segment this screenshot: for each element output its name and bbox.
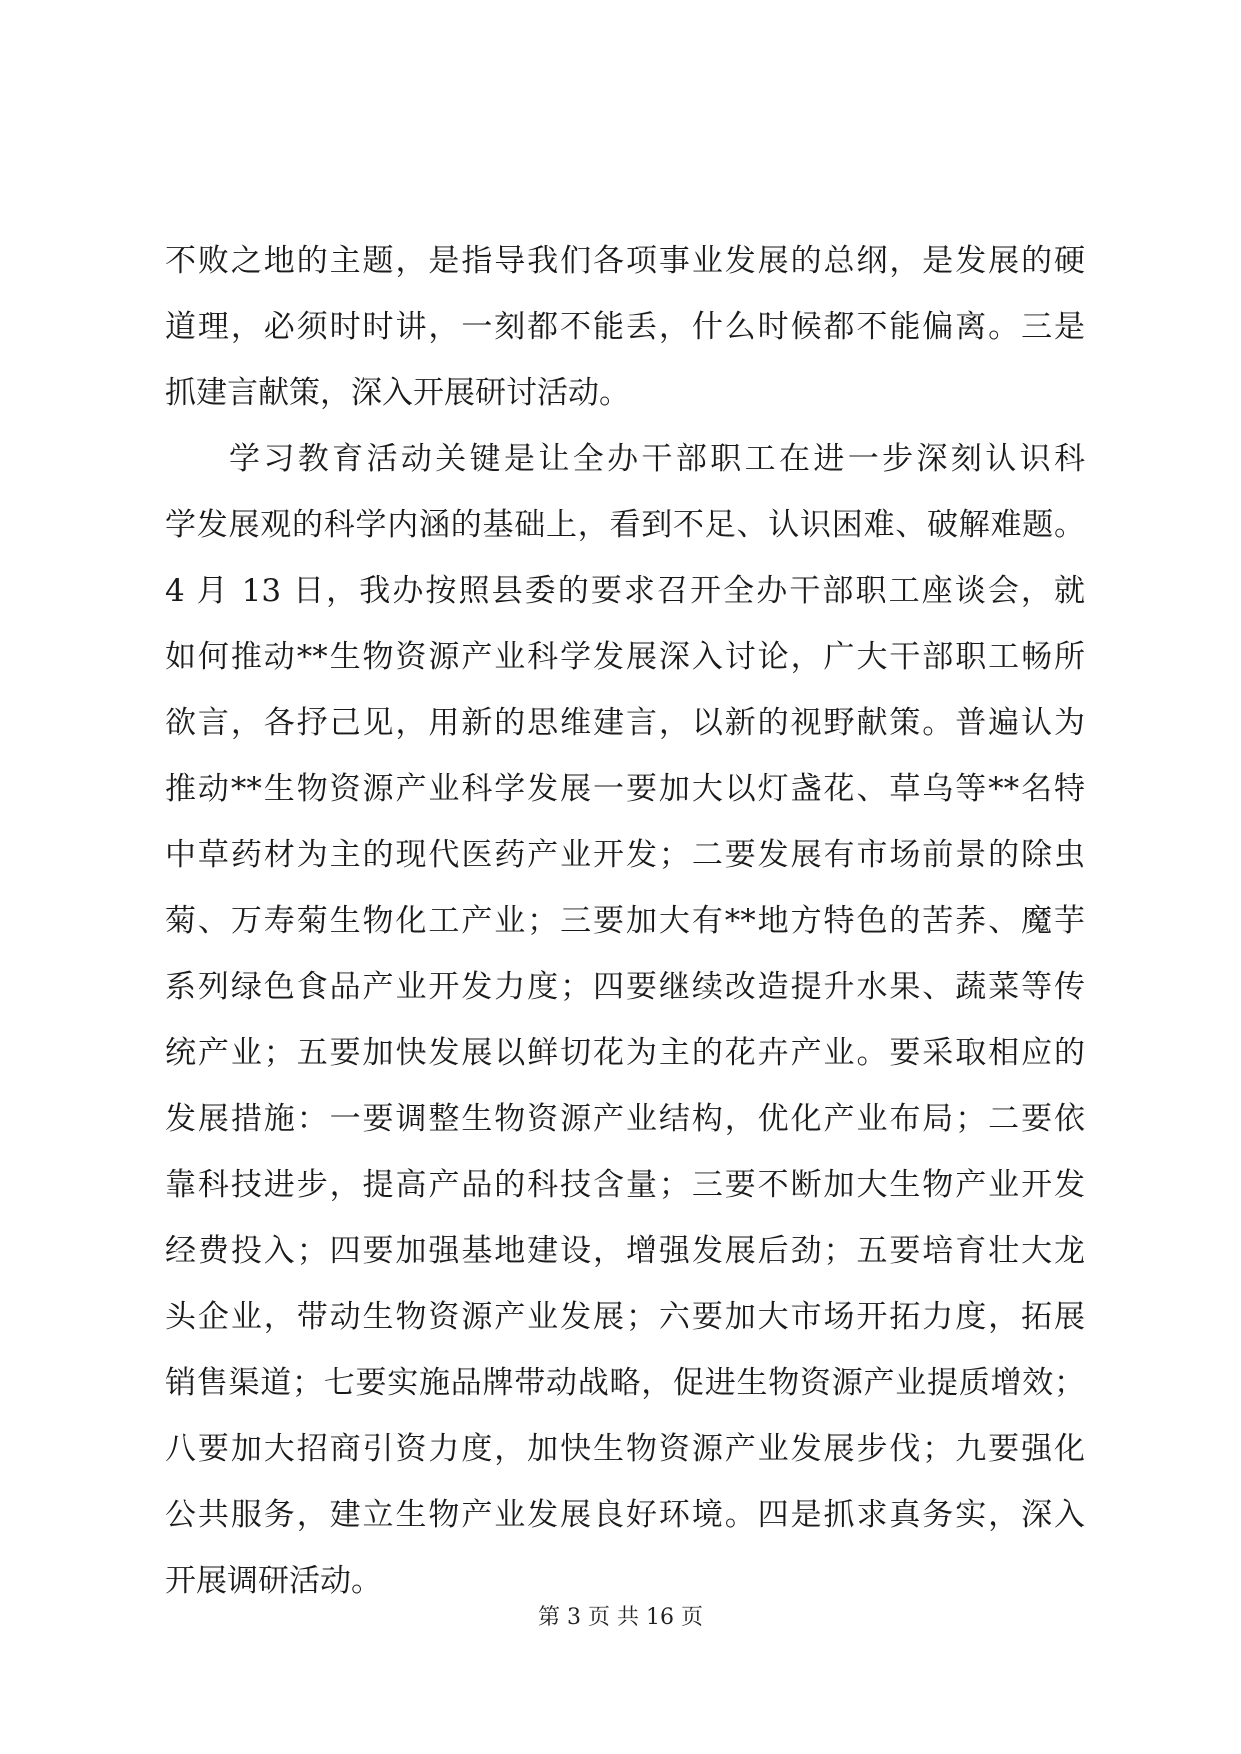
paragraph-2-line-10: 统产业；五要加快发展以鲜切花为主的花卉产业。要采取相应的 — [165, 1035, 1085, 1071]
paragraph-2-line-8: 菊、万寿菊生物化工产业；三要加大有**地方特色的苦荞、魔芋 — [165, 903, 1085, 939]
paragraph-1-line-2: 道理，必须时时讲，一刻都不能丢，什么时候都不能偏离。三是 — [165, 309, 1085, 345]
paragraph-2-line-14: 头企业，带动生物资源产业发展；六要加大市场开拓力度，拓展 — [165, 1299, 1085, 1335]
paragraph-1-line-3: 抓建言献策，深入开展研讨活动。 — [165, 375, 630, 411]
paragraph-2-line-3: 4 月 13 日，我办按照县委的要求召开全办干部职工座谈会，就 — [165, 573, 1085, 609]
page-number-label: 第 3 页 共 16 页 — [538, 1605, 703, 1630]
paragraph-2-line-5: 欲言，各抒己见，用新的思维建言，以新的视野献策。普遍认为 — [165, 705, 1085, 741]
paragraph-2-line-13: 经费投入；四要加强基地建设，增强发展后劲；五要培育壮大龙 — [165, 1233, 1085, 1269]
paragraph-2-line-11: 发展措施：一要调整生物资源产业结构，优化产业布局；二要依 — [165, 1101, 1085, 1137]
paragraph-2-line-1: 学习教育活动关键是让全办干部职工在进一步深刻认识科 — [229, 441, 1085, 477]
paragraph-2-line-12: 靠科技进步，提高产品的科技含量；三要不断加大生物产业开发 — [165, 1167, 1085, 1203]
paragraph-2-line-16: 八要加大招商引资力度，加快生物资源产业发展步伐；九要强化 — [165, 1431, 1085, 1467]
paragraph-2-line-7: 中草药材为主的现代医药产业开发；二要发展有市场前景的除虫 — [165, 837, 1085, 873]
paragraph-2-line-15: 销售渠道；七要实施品牌带动战略，促进生物资源产业提质增效； — [165, 1365, 1085, 1401]
paragraph-2-line-17: 公共服务，建立生物产业发展良好环境。四是抓求真务实，深入 — [165, 1497, 1085, 1533]
paragraph-2-line-9: 系列绿色食品产业开发力度；四要继续改造提升水果、蔬菜等传 — [165, 969, 1085, 1005]
paragraph-2-line-4: 如何推动**生物资源产业科学发展深入讨论，广大干部职工畅所 — [165, 639, 1085, 675]
paragraph-1-line-1: 不败之地的主题，是指导我们各项事业发展的总纲，是发展的硬 — [165, 243, 1085, 279]
paragraph-2-line-6: 推动**生物资源产业科学发展一要加大以灯盏花、草乌等**名特 — [165, 771, 1085, 807]
body-text — [165, 228, 1085, 1614]
paragraph-2-line-2: 学发展观的科学内涵的基础上，看到不足、认识困难、破解难题。 — [165, 507, 1085, 543]
page-footer — [0, 1600, 1241, 1631]
paragraph-2-line-18: 开展调研活动。 — [165, 1563, 382, 1599]
